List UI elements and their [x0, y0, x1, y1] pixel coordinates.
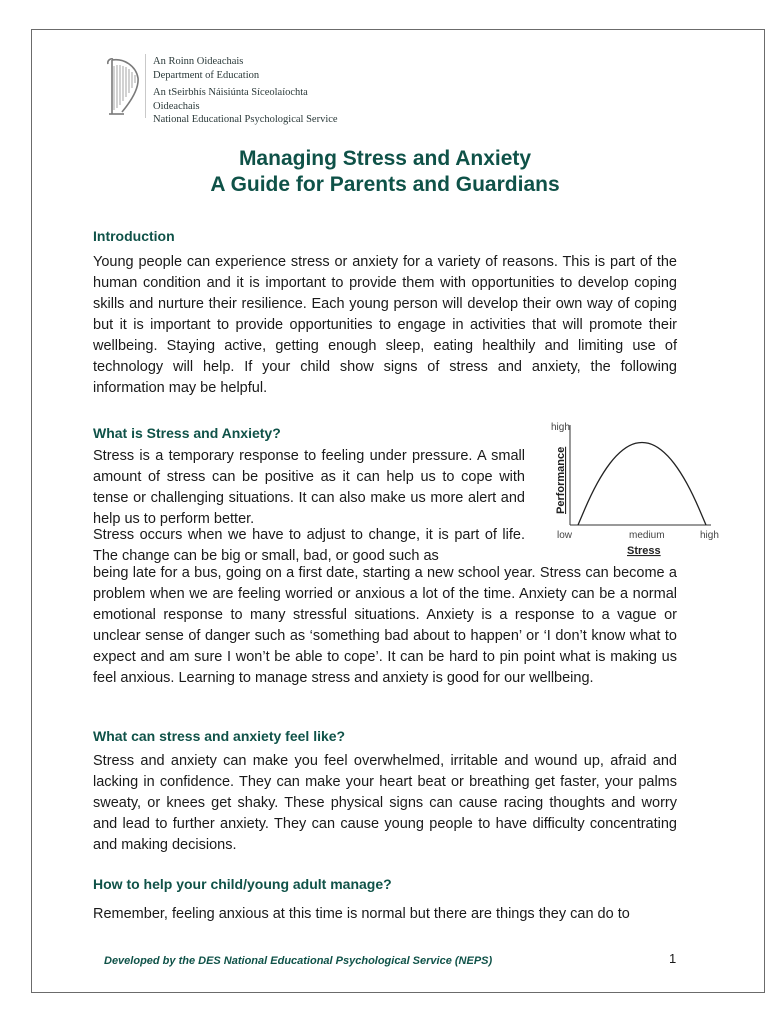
y-axis-label: Performance: [555, 446, 567, 514]
document-title-line2: A Guide for Parents and Guardians: [210, 173, 560, 196]
heading-how-to-help: How to help your child/young adult manage?: [93, 876, 392, 892]
heading-introduction: Introduction: [93, 228, 175, 244]
x-axis-label: Stress: [627, 545, 661, 557]
harp-icon: [104, 56, 142, 118]
logo-divider: [145, 54, 146, 118]
x-tick-low: low: [557, 530, 573, 541]
heading-what-is-stress: What is Stress and Anxiety?: [93, 425, 281, 441]
paragraph-stress-change-continued: being late for a bus, going on a first date, starting a new school year. Stress can become a problem when we are feeling worried or anxious a lot of the time. Anxiety can be a normal emotional response to many stressful situations. Anxiety is a response to a vague or unclear sense of danger such as ‘something bad about to happen’ or ‘I don’t know what to expect and am sure I won’t be able to cope’. It can be hard to pin point what is making us feel anxious. Learning to manage stress and anxiety is good for our wellbeing.: [93, 565, 677, 686]
logo-line-irish-neps: An tSeirbhís Náisiúnta Síceolaíochta Oideachais: [153, 87, 308, 112]
department-logo: [104, 52, 354, 125]
paragraph-stress-definition: Stress is a temporary response to feeling under pressure. A small amount of stress can be positive as it can help us to cope with tense or challenging situations. It can also make us more alert and help us to perform better.: [93, 448, 525, 527]
logo-line-irish-dept: An Roinn Oideachais: [153, 56, 244, 67]
logo-text: [153, 55, 354, 127]
y-tick-high: high: [551, 422, 570, 433]
x-tick-medium: medium: [629, 530, 665, 541]
paragraph-introduction: Young people can experience stress or anxiety for a variety of reasons. This is part of the human condition and it is important to provide them with opportunities to develop coping skills and nurture their resilience. Each young person will develop their own way of coping but it is important to provide opportunities to engage in activities that will promote their wellbeing. Staying active, getting enough sleep, eating healthily and limiting use of technology will help. If your child show signs of stress and anxiety, the following information may be helpful.: [93, 254, 677, 396]
x-tick-high: high: [700, 530, 719, 541]
footer-credit: Developed by the DES National Educational Psychological Service (NEPS): [104, 955, 493, 967]
paragraph-feel-like: Stress and anxiety can make you feel overwhelmed, irritable and wound up, afraid and lacking in confidence. They can make your heart beat or breathing get faster, your palms sweaty, or knees get shaky. These physical signs can cause racing thoughts and worry and lead to further anxiety. They can cause young people to have difficulty concentrating and making decisions.: [93, 753, 677, 853]
paragraph-stress-change-start: Stress occurs when we have to adjust to change, it is part of life. The change can be big or small, bad, or good such as: [93, 527, 525, 564]
document-title-line1: Managing Stress and Anxiety: [238, 147, 532, 170]
stress-performance-chart: [546, 417, 726, 562]
paragraph-how-to-help: Remember, feeling anxious at this time is normal but there are things they can do to: [93, 906, 630, 922]
page-number: 1: [669, 951, 677, 966]
logo-line-english-neps: National Educational Psychological Service: [153, 114, 338, 125]
heading-feel-like: What can stress and anxiety feel like?: [93, 728, 346, 744]
logo-line-english-dept: Department of Education: [153, 69, 260, 81]
performance-curve: [578, 443, 706, 526]
